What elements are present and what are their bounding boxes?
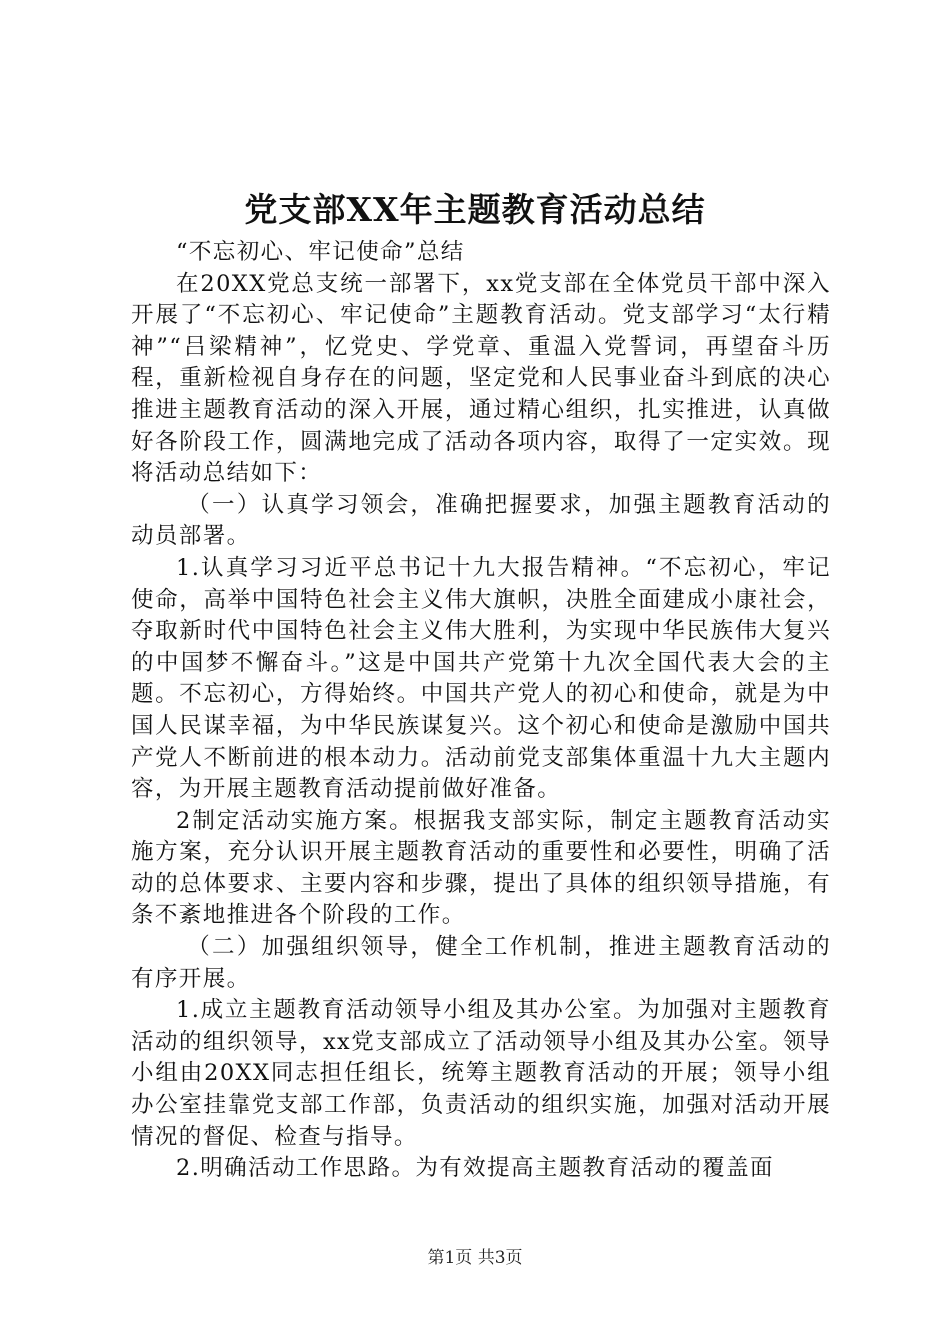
paragraph-intro: 在20XX党总支统一部署下，xx党支部在全体党员干部中深入开展了“不忘初心、牢记使命”主题教育活动。党支部学习“太行精神”“吕梁精神”，忆党史、学党章、重温入党誓词，再望奋斗历程，重新检视自身存在的问题，坚定党和人民事业奋斗到底的决心推进主题教育活动的深入开展，通过精心组织，扎实推进，认真做好各阶段工作，圆满地完成了活动各项内容，取得了一定实效。现将活动总结如下： xyxy=(131,270,831,487)
document-body xyxy=(131,237,831,1185)
document-title: 党支部XX年主题教育活动总结 xyxy=(244,190,706,229)
paragraph-2-2: 2.明确活动工作思路。为有效提高主题教育活动的覆盖面 xyxy=(176,1155,774,1182)
paragraph-1-1: 1.认真学习习近平总书记十九大报告精神。“不忘初心，牢记使命，高举中国特色社会主义伟大旗帜，决胜全面建成小康社会，夺取新时代中国特色社会主义伟大胜利，为实现中华民族伟大复兴的中国梦不懈奋斗。”这是中国共产党第十九次全国代表大会的主题。不忘初心，方得始终。中国共产党人的初心和使命，就是为中国人民谋幸福，为中华民族谋复兴。这个初心和使命是激励中国共产党人不断前进的根本动力。活动前党支部集体重温十九大主题内容，为开展主题教育活动提前做好准备。 xyxy=(131,554,831,803)
paragraph-1-2: 2制定活动实施方案。根据我支部实际，制定主题教育活动实施方案，充分认识开展主题教育活动的重要性和必要性，明确了活动的总体要求、主要内容和步骤，提出了具体的组织领导措施，有条不紊地推进各个阶段的工作。 xyxy=(131,807,831,929)
section-heading-2: （二）加强组织领导，健全工作机制，推进主题教育活动的有序开展。 xyxy=(131,934,831,992)
section-heading-1: （一）认真学习领会，准确把握要求，加强主题教育活动的动员部署。 xyxy=(131,491,831,550)
page-footer: 第1页 共3页 xyxy=(427,1248,523,1268)
paragraph-2-1: 1.成立主题教育活动领导小组及其办公室。为加强对主题教育活动的组织领导，xx党支部成立了活动领导小组及其办公室。领导小组由20XX同志担任组长，统筹主题教育活动的开展；领导小组办公室挂靠党支部工作部，负责活动的组织实施，加强对活动开展情况的督促、检查与指导。 xyxy=(131,997,831,1150)
document-subtitle: “不忘初心、牢记使命”总结 xyxy=(176,239,465,265)
